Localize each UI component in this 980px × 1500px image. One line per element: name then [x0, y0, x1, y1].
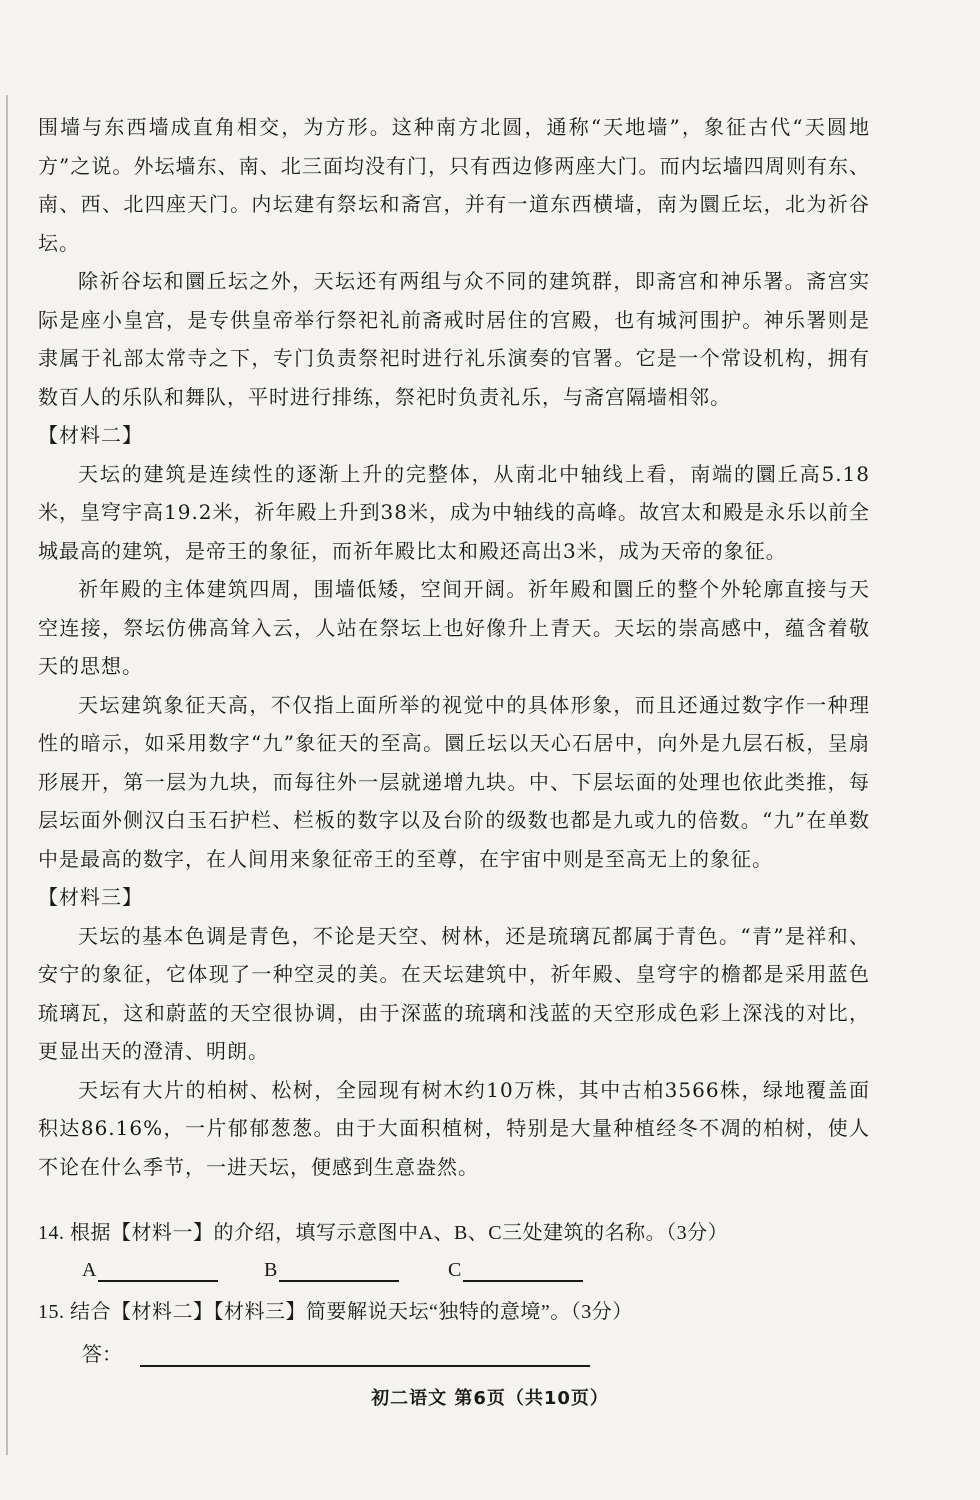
- answer-label: 答：: [82, 1344, 122, 1366]
- paragraph: 天坛的建筑是连续性的逐渐上升的完整体，从南北中轴线上看，南端的圜丘高5.18米，皇穹宇高19.2米，祈年殿上升到38米，成为中轴线的高峰。故宫太和殿是永乐以前全城最高的建筑，是帝王的象征，而祈年殿比太和殿还高出3米，成为天帝的象征。: [38, 461, 870, 563]
- paragraph: 围墙与东西墙成直角相交，为方形。这种南方北圆，通称“天地墙”，象征古代“天圆地方”之说。外坛墙东、南、北三面均没有门，只有西边修两座大门。而内坛墙四周则有东、南、西、北四座天门。内坛建有祭坛和斋宫，并有一道东西横墙，南为圜丘坛，北为祈谷坛。: [38, 115, 870, 255]
- blank-c-line: [463, 1258, 583, 1282]
- material-heading: 【材料二】: [38, 423, 143, 447]
- paragraph: 祈年殿的主体建筑四周，围墙低矮，空间开阔。祈年殿和圜丘的整个外轮廓直接与天空连接，祭坛仿佛高耸入云，人站在祭坛上也好像升上青天。天坛的崇高感中，蕴含着敬天的思想。: [38, 577, 870, 678]
- blank-a[interactable]: [82, 1258, 218, 1282]
- paragraph: 天坛的基本色调是青色，不论是天空、树林，还是琉璃瓦都属于青色。“青”是祥和、安宁的象征，它体现了一种空灵的美。在天坛建筑中，祈年殿、皇穹宇的檐都是采用蓝色琉璃瓦，这和蔚蓝的天空很协调，由于深蓝的琉璃和浅蓝的天空形成色彩上深浅的对比，更显出天的澄清、明朗。: [38, 923, 870, 1063]
- blank-c-label: C: [448, 1259, 462, 1281]
- blank-a-label: A: [82, 1259, 97, 1281]
- answer-field[interactable]: [82, 1338, 590, 1367]
- answer-line: [140, 1343, 590, 1367]
- page-footer: 初二语文 第6页（共10页）: [371, 1388, 609, 1409]
- question-15: 15. 结合【材料二】【材料三】简要解说天坛“独特的意境”。（3分）: [38, 1301, 633, 1323]
- material-heading: 【材料三】: [38, 885, 143, 909]
- blank-b-label: B: [264, 1259, 278, 1281]
- paragraph: 天坛有大片的柏树、松树，全园现有树木约10万株，其中古柏3566株，绿地覆盖面积达86.16%，一片郁郁葱葱。由于大面积植树，特别是大量种植经冬不凋的柏树，使人不论在什么季节，一进天坛，便感到生意盎然。: [38, 1077, 870, 1179]
- blank-b-line: [279, 1258, 399, 1282]
- reading-passage: [38, 108, 870, 1186]
- blank-b[interactable]: [264, 1258, 399, 1282]
- binding-margin-line: [6, 95, 8, 1455]
- paragraph: 天坛建筑象征天高，不仅指上面所举的视觉中的具体形象，而且还通过数字作一种理性的暗示，如采用数字“九”象征天的至高。圜丘坛以天心石居中，向外是九层石板，呈扇形展开，第一层为九块，而每往外一层就递增九块。中、下层坛面的处理也依此类推，每层坛面外侧汉白玉石护栏、栏板的数字以及台阶的级数也都是九或九的倍数。“九”在单数中是最高的数字，在人间用来象征帝王的至尊，在宇宙中则是至高无上的象征。: [38, 692, 870, 871]
- paragraph: 除祈谷坛和圜丘坛之外，天坛还有两组与众不同的建筑群，即斋宫和神乐署。斋宫实际是座小皇宫，是专供皇帝举行祭祀礼前斋戒时居住的宫殿，也有城河围护。神乐署则是隶属于礼部太常寺之下，专门负责祭祀时进行礼乐演奏的官署。它是一个常设机构，拥有数百人的乐队和舞队，平时进行排练，祭祀时负责礼乐，与斋宫隔墙相邻。: [38, 269, 870, 409]
- blank-a-line: [98, 1258, 218, 1282]
- question-14-blanks: [82, 1258, 642, 1288]
- question-14: 14. 根据【材料一】的介绍，填写示意图中A、B、C三处建筑的名称。（3分）: [38, 1222, 729, 1244]
- blank-c[interactable]: [448, 1258, 583, 1282]
